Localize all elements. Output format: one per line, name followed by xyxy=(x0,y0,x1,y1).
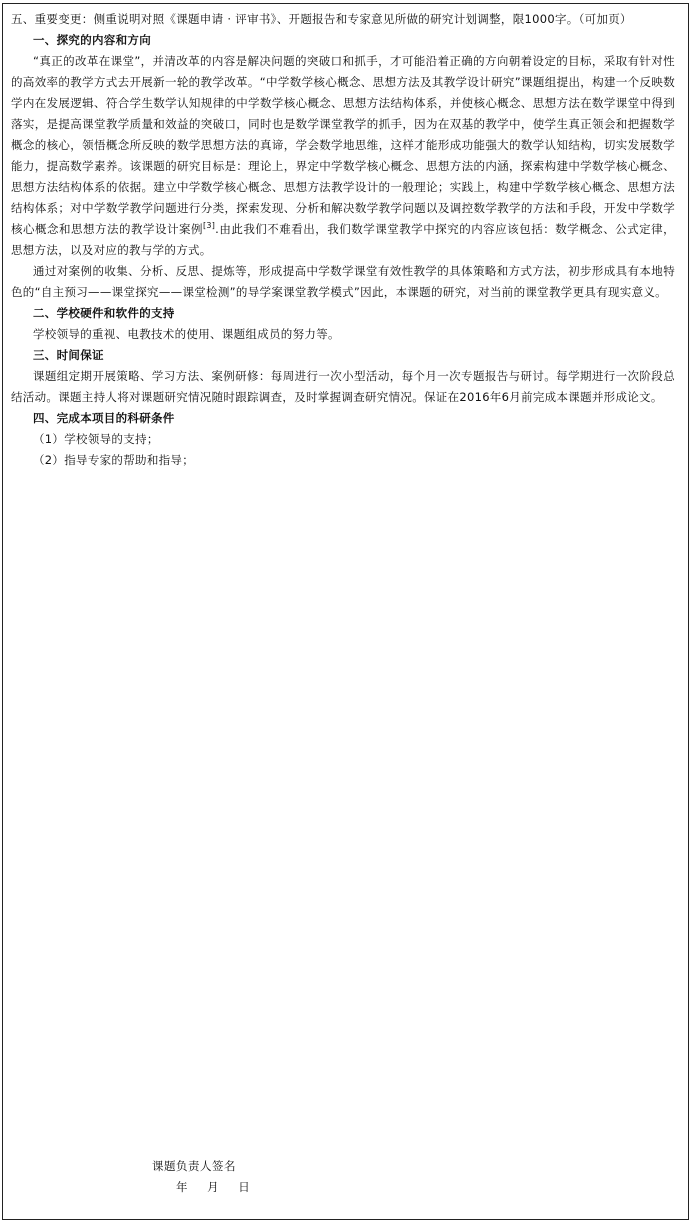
paragraph-research-content-1-tail: .由此我们不难看出，我们数学课堂教学中探究的内容应该包括：数学概念、公式定律，思想方法，以及对应的教与学的方式。 xyxy=(11,222,675,257)
paragraph-research-content-2: 通过对案例的收集、分析、反思、提炼等，形成提高中学数学课堂有效性教学的具体策略和方式方法，初步形成具有本地特色的“自主预习——课堂探究——课堂检测”的导学案课堂教学模式”因此，本课题的研究，对当前的课堂教学更具有现实意义。 xyxy=(11,264,675,299)
document-body xyxy=(11,9,675,471)
signature-label: 课题负责人签名 xyxy=(152,1159,236,1173)
paragraph-research-content-1-body: “真正的改革在课堂”，并清改革的内容是解决问题的突破口和抓手，才可能沿着正确的方向朝着设定的目标，采取有针对性的高效率的教学方式去开展新一轮的教学改革。“中学数学核心概念、思想方法及其教学设计研究”课题组提出，构建一个反映数学内在发展逻辑、符合学生数学认知规律的中学数学核心概念、思想方法结构体系，并使核心概念、思想方法在数学课堂中得到落实，是提高课堂教学质量和效益的突破口，同时也是数学课堂教学的抓手，因为在双基的教学中，使学生真正领会和把握数学概念的核心，领悟概念所反映的数学思想方法的真谛，学会数学地思维，这样才能形成功能强大的数学认知结构，切实发展数学能力，提高数学素养。该课题的研究目标是：理论上，界定中学数学核心概念、思想方法的内涵，探索构建中学数学核心概念、思想方法结构体系的依据。建立中学数学核心概念、思想方法教学设计的一般理论；实践上，构建中学数学核心概念、思想方法结构体系；对中学数学教学问题进行分类，探索发现、分析和解决数学教学问题以及调控数学教学的方法和手段，开发中学数学核心概念和思想方法的教学设计案例 xyxy=(11,54,675,236)
paragraph-time-guarantee: 课题组定期开展策略、学习方法、案例研修：每周进行一次小型活动，每个月一次专题报告与研讨。每学期进行一次阶段总结活动。课题主持人将对课题研究情况随时跟踪调查，及时掌握调查研究情况。保证在2016年6月前完成本课题并形成论文。 xyxy=(11,369,675,404)
paragraph-school-support: 学校领导的重视、电教技术的使用、课题组成员的努力等。 xyxy=(33,327,340,341)
section-title: 五、重要变更：侧重说明对照《课题申请 · 评审书》、开题报告和专家意见所做的研究计划调整，限1000字。（可加页） xyxy=(11,12,632,26)
paragraph-research-content-1 xyxy=(11,51,675,261)
signature-date-line: 年 月 日 xyxy=(176,1180,254,1194)
citation-reference: [3] xyxy=(202,221,216,231)
heading-time-guarantee: 三、时间保证 xyxy=(33,348,104,362)
conditions-list-item: （2）指导专家的帮助和指导； xyxy=(33,453,195,467)
heading-research-conditions: 四、完成本项目的科研条件 xyxy=(33,411,175,425)
heading-school-support: 二、学校硬件和软件的支持 xyxy=(33,306,175,320)
conditions-list-item: （1）学校领导的支持； xyxy=(33,432,159,446)
heading-research-content: 一、探究的内容和方向 xyxy=(33,33,151,47)
